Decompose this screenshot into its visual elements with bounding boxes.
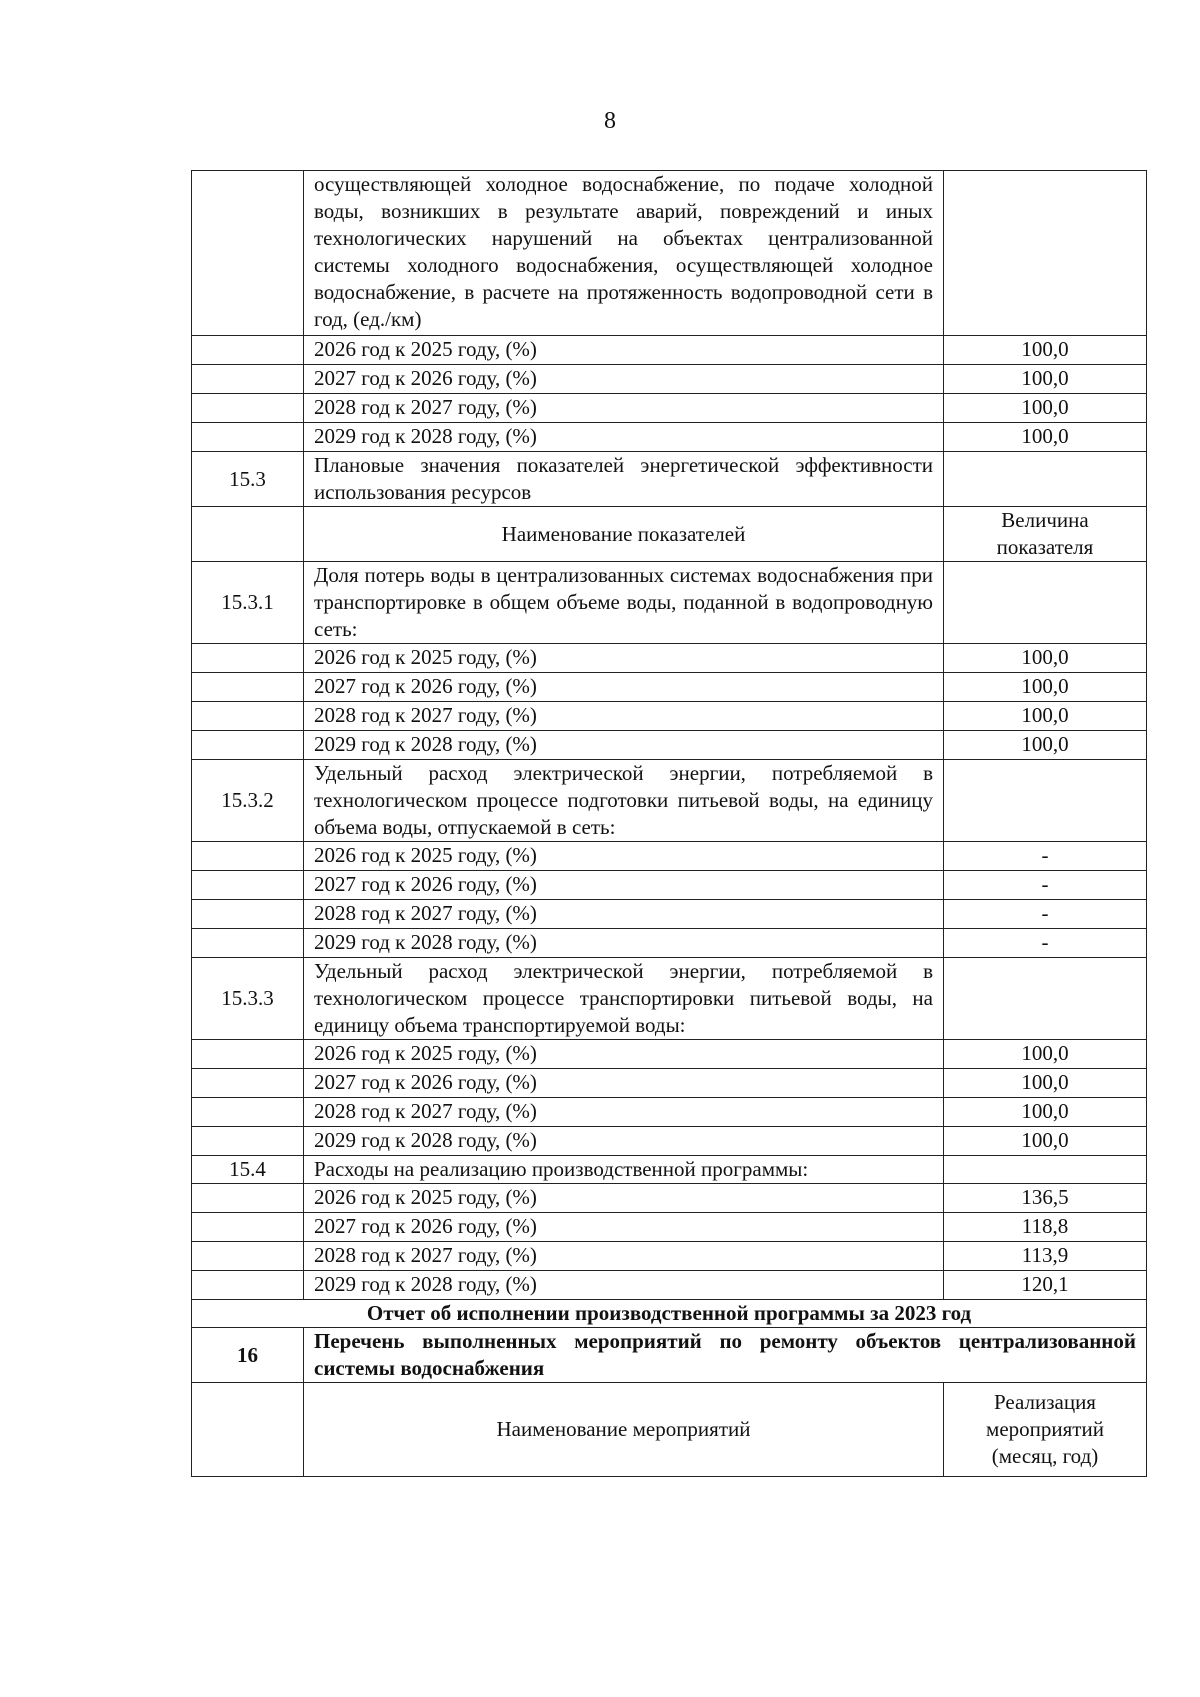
year-value: 100,0 (944, 1069, 1147, 1098)
indicator-value (944, 171, 1147, 336)
section-title: Плановые значения показателей энергетической эффективности использования ресурсов (304, 452, 944, 507)
column-header-name: Наименование мероприятий (304, 1383, 944, 1477)
table-row (192, 394, 1147, 423)
section-number: 15.3.2 (192, 760, 304, 842)
section-row (192, 958, 1147, 1040)
section-row (192, 1328, 1147, 1383)
year-value: 100,0 (944, 423, 1147, 452)
table-row (192, 365, 1147, 394)
table-row (192, 423, 1147, 452)
year-label: 2026 год к 2025 году, (%) (304, 1040, 944, 1069)
table-row (192, 900, 1147, 929)
year-label: 2026 год к 2025 году, (%) (304, 842, 944, 871)
header-row (192, 1383, 1147, 1477)
year-value: 113,9 (944, 1242, 1147, 1271)
year-label: 2028 год к 2027 году, (%) (304, 1242, 944, 1271)
table-row (192, 871, 1147, 900)
column-header-value: Реализация мероприятий (месяц, год) (944, 1383, 1147, 1477)
table-row (192, 731, 1147, 760)
section-number: 15.3 (192, 452, 304, 507)
report-title-row (192, 1300, 1147, 1328)
table-row (192, 1127, 1147, 1156)
year-label: 2026 год к 2025 году, (%) (304, 1184, 944, 1213)
year-value: 100,0 (944, 1127, 1147, 1156)
year-value: 120,1 (944, 1271, 1147, 1300)
table-row (192, 929, 1147, 958)
year-value: 100,0 (944, 702, 1147, 731)
column-header-name: Наименование показателей (304, 507, 944, 562)
indicator-name: осуществляющей холодное водоснабжение, по подаче холодной воды, возникших в результате аварий, повреждений и иных технологических нарушений на объектах централизованной системы холодного водоснабжения, осуществляющей холодное водоснабжение, в расчете на протяженность водопроводной сети в год, (ед./км) (304, 171, 944, 336)
section-title: Доля потерь воды в централизованных системах водоснабжения при транспортировке в общем объеме воды, поданной в водопроводную сеть: (304, 562, 944, 644)
report-title: Отчет об исполнении производственной программы за 2023 год (192, 1300, 1147, 1328)
year-value: 118,8 (944, 1213, 1147, 1242)
table-row (192, 1184, 1147, 1213)
year-label: 2026 год к 2025 году, (%) (304, 336, 944, 365)
section-title: Удельный расход электрической энергии, потребляемой в технологическом процессе транспортировки питьевой воды, на единицу объема транспортируемой воды: (304, 958, 944, 1040)
page-number: 8 (604, 108, 616, 134)
year-value: - (944, 842, 1147, 871)
table-row (192, 336, 1147, 365)
table-row (192, 1242, 1147, 1271)
year-value: 100,0 (944, 365, 1147, 394)
year-label: 2028 год к 2027 году, (%) (304, 1098, 944, 1127)
section-number: 15.3.1 (192, 562, 304, 644)
year-value: - (944, 871, 1147, 900)
year-value: - (944, 929, 1147, 958)
year-label: 2029 год к 2028 году, (%) (304, 731, 944, 760)
indicators-table (191, 170, 1147, 1477)
section-title: Расходы на реализацию производственной программы: (304, 1156, 944, 1184)
year-value: 100,0 (944, 1098, 1147, 1127)
section-row (192, 760, 1147, 842)
table-row (192, 1040, 1147, 1069)
section-title: Перечень выполненных мероприятий по ремонту объектов централизованной системы водоснабжения (304, 1328, 1147, 1383)
year-value: 100,0 (944, 673, 1147, 702)
section-number: 15.3.3 (192, 958, 304, 1040)
section-row (192, 452, 1147, 507)
year-label: 2026 год к 2025 году, (%) (304, 644, 944, 673)
table-row (192, 1098, 1147, 1127)
year-value: 100,0 (944, 336, 1147, 365)
section-number: 15.4 (192, 1156, 304, 1184)
year-label: 2027 год к 2026 году, (%) (304, 673, 944, 702)
section-number: 16 (192, 1328, 304, 1383)
row-number (192, 171, 304, 336)
year-label: 2029 год к 2028 году, (%) (304, 1127, 944, 1156)
year-label: 2027 год к 2026 году, (%) (304, 1213, 944, 1242)
section-row (192, 562, 1147, 644)
year-value: - (944, 900, 1147, 929)
section-row (192, 1156, 1147, 1184)
year-label: 2029 год к 2028 году, (%) (304, 929, 944, 958)
year-label: 2028 год к 2027 году, (%) (304, 394, 944, 423)
year-label: 2027 год к 2026 году, (%) (304, 1069, 944, 1098)
table-row (192, 1213, 1147, 1242)
year-label: 2027 год к 2026 году, (%) (304, 365, 944, 394)
year-value: 100,0 (944, 731, 1147, 760)
table-row (192, 673, 1147, 702)
column-header-value: Величина показателя (944, 507, 1147, 562)
year-label: 2028 год к 2027 году, (%) (304, 900, 944, 929)
year-value: 100,0 (944, 644, 1147, 673)
year-value: 100,0 (944, 394, 1147, 423)
year-value: 100,0 (944, 1040, 1147, 1069)
header-row (192, 507, 1147, 562)
year-label: 2028 год к 2027 году, (%) (304, 702, 944, 731)
year-label: 2029 год к 2028 году, (%) (304, 1271, 944, 1300)
table-row (192, 1271, 1147, 1300)
table-row (192, 702, 1147, 731)
table-row (192, 842, 1147, 871)
table-row (192, 644, 1147, 673)
section-title: Удельный расход электрической энергии, потребляемой в технологическом процессе подготовки питьевой воды, на единицу объема воды, отпускаемой в сеть: (304, 760, 944, 842)
year-label: 2029 год к 2028 году, (%) (304, 423, 944, 452)
table-row (192, 1069, 1147, 1098)
year-value: 136,5 (944, 1184, 1147, 1213)
year-label: 2027 год к 2026 году, (%) (304, 871, 944, 900)
table-row (192, 171, 1147, 336)
